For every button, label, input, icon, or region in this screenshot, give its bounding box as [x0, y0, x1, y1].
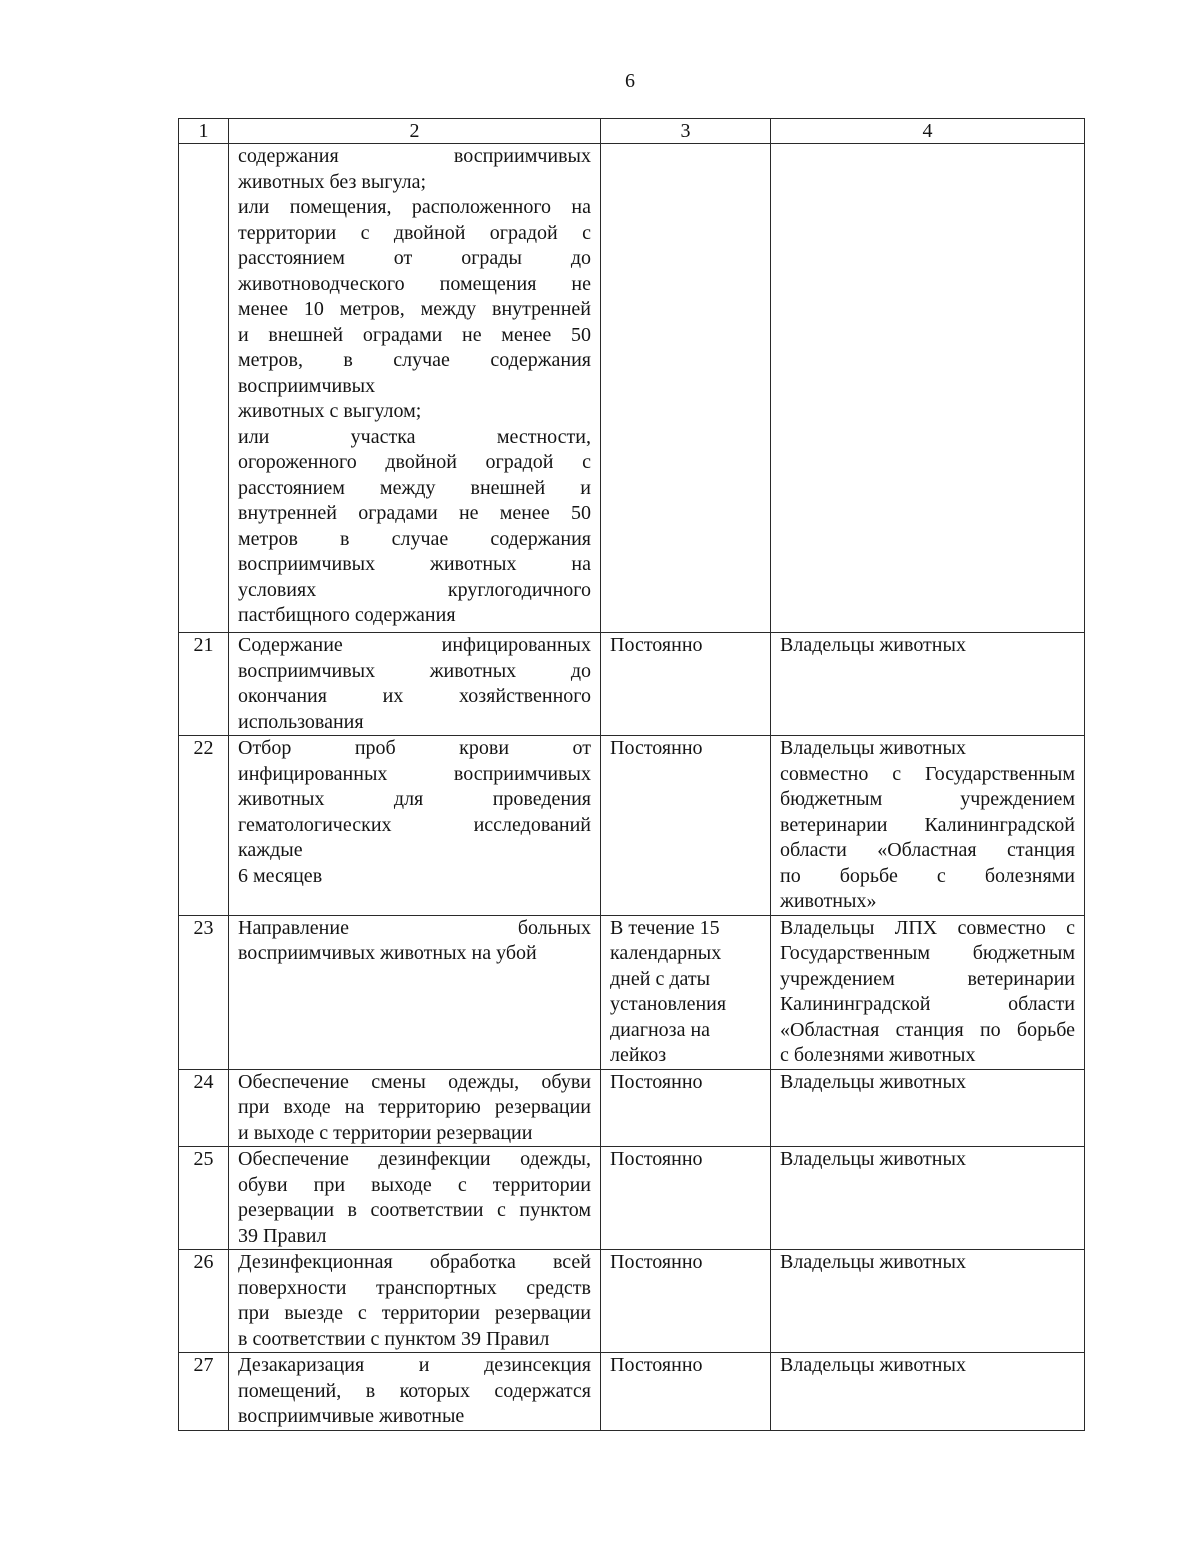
text-line: дней с даты: [610, 967, 711, 990]
text-line: учреждением ветеринарии: [780, 967, 1075, 990]
text-line: метров, в случае содержания: [238, 349, 591, 371]
text-line: содержания восприимчивых: [238, 145, 591, 167]
text-line: Постоянно: [610, 634, 703, 656]
text-line: Государственным бюджетным: [780, 942, 1075, 964]
row-number: 26: [179, 1250, 229, 1353]
row-number: 21: [179, 633, 229, 736]
term-cell: [601, 633, 771, 736]
text-line: при входе на территорию резервации: [238, 1096, 591, 1118]
executor-cell: [771, 1250, 1085, 1353]
executor-cell: [771, 1353, 1085, 1431]
continuation-executor-cell: [771, 144, 1085, 633]
text-line: при выезде с территории резервации: [238, 1302, 591, 1324]
page-number: 6: [625, 70, 635, 92]
text-line: Постоянно: [610, 737, 703, 759]
text-line: «Областная станция по борьбе: [780, 1018, 1075, 1041]
text-line: пастбищного содержания: [238, 604, 456, 626]
table-row: [179, 1147, 1085, 1250]
text-line: лейкоз: [610, 1044, 667, 1066]
text-line: или участка местности,: [238, 425, 591, 448]
text-line: Владельцы животных: [780, 634, 966, 656]
text-line: с болезнями животных: [780, 1044, 976, 1066]
text-line: Направление больных: [238, 916, 591, 939]
term-cell: [601, 1250, 771, 1353]
text-line: и внешней оградами не менее 50: [238, 323, 591, 346]
row-number: 27: [179, 1353, 229, 1431]
text-line: инфицированных восприимчивых: [238, 762, 591, 785]
text-line: животных для проведения: [238, 788, 591, 810]
text-line: условиях круглогодичного: [238, 578, 591, 601]
text-line: ветеринарии Калининградской: [780, 813, 1075, 836]
executor-cell: [771, 1147, 1085, 1250]
text-line: внутренней оградами не менее 50: [238, 502, 591, 524]
text-line: в соответствии с пунктом 39 Правил: [238, 1327, 550, 1350]
text-line: Обеспечение смены одежды, обуви: [238, 1070, 591, 1093]
measure-cell: [229, 1250, 601, 1353]
text-line: Постоянно: [610, 1251, 703, 1273]
row-number: 22: [179, 736, 229, 916]
text-line: Калининградской области: [780, 993, 1075, 1015]
text-line: окончания их хозяйственного: [238, 685, 591, 707]
table-row: [179, 633, 1085, 736]
text-line: помещений, в которых содержатся: [238, 1379, 591, 1402]
text-line: Дезакаризация и дезинсекция: [238, 1354, 591, 1376]
measure-cell: [229, 633, 601, 736]
executor-cell: [771, 1069, 1085, 1147]
text-line: установления: [610, 993, 727, 1015]
text-line: восприимчивых: [238, 374, 376, 397]
table-row: [179, 1250, 1085, 1353]
text-line: Дезинфекционная обработка всей: [238, 1251, 591, 1273]
text-line: Отбор проб крови от: [238, 737, 591, 759]
text-line: животных без выгула;: [238, 170, 426, 193]
measures-table: [178, 118, 1085, 1431]
text-line: животноводческого помещения не: [238, 272, 591, 295]
term-cell: [601, 1069, 771, 1147]
text-line: использования: [238, 710, 364, 733]
text-line: метров в случае содержания: [238, 527, 591, 550]
header-col-1: 1: [179, 119, 229, 144]
text-line: Постоянно: [610, 1354, 703, 1376]
text-line: обуви при выходе с территории: [238, 1173, 591, 1196]
header-col-2: 2: [229, 119, 601, 144]
table-row: [179, 1353, 1085, 1431]
text-line: Владельцы ЛПХ совместно с: [780, 916, 1075, 939]
executor-cell: [771, 915, 1085, 1069]
text-line: совместно с Государственным: [780, 762, 1075, 785]
text-line: животных»: [780, 890, 877, 912]
text-line: поверхности транспортных средств: [238, 1276, 591, 1299]
term-cell: [601, 736, 771, 916]
measure-cell: [229, 1147, 601, 1250]
executor-cell: [771, 736, 1085, 916]
text-line: менее 10 метров, между внутренней: [238, 298, 591, 320]
measure-cell: [229, 915, 601, 1069]
row-number: 25: [179, 1147, 229, 1250]
continuation-num-cell: [179, 144, 229, 633]
text-line: В течение 15: [610, 916, 720, 939]
text-line: Содержание инфицированных: [238, 634, 591, 656]
text-line: территории с двойной оградой с: [238, 221, 591, 244]
text-line: гематологических исследований: [238, 813, 591, 836]
measure-cell: [229, 736, 601, 916]
text-line: каждые: [238, 839, 303, 861]
term-cell: [601, 1353, 771, 1431]
table-row: [179, 736, 1085, 916]
text-line: Владельцы животных: [780, 1070, 966, 1093]
row-number: 24: [179, 1069, 229, 1147]
text-line: резервации в соответствии с пунктом: [238, 1199, 591, 1221]
text-line: Владельцы животных: [780, 1251, 966, 1273]
text-line: по борьбе с болезнями: [780, 864, 1075, 887]
text-line: области «Областная станция: [780, 839, 1075, 861]
text-line: расстоянием между внешней и: [238, 476, 591, 499]
text-line: огороженного двойной оградой с: [238, 451, 591, 473]
table-header-row: [179, 119, 1085, 144]
text-line: Обеспечение дезинфекции одежды,: [238, 1148, 591, 1170]
row-number: 23: [179, 915, 229, 1069]
term-cell: [601, 915, 771, 1069]
measure-cell: [229, 1353, 601, 1431]
text-line: календарных: [610, 942, 722, 964]
text-line: животных с выгулом;: [238, 400, 422, 422]
measure-cell: [229, 1069, 601, 1147]
continuation-row: [179, 144, 1085, 633]
text-line: и выходе с территории резервации: [238, 1121, 533, 1144]
text-line: 39 Правил: [238, 1224, 327, 1247]
header-col-3: 3: [601, 119, 771, 144]
text-line: бюджетным учреждением: [780, 788, 1075, 810]
text-line: Владельцы животных: [780, 1148, 966, 1170]
continuation-measure-cell: [229, 144, 601, 633]
text-line: восприимчивые животные: [238, 1405, 465, 1427]
term-cell: [601, 1147, 771, 1250]
text-line: восприимчивых животных до: [238, 659, 591, 682]
table-row: [179, 915, 1085, 1069]
text-line: диагноза на: [610, 1018, 711, 1041]
text-line: Владельцы животных: [780, 1354, 966, 1376]
text-line: Владельцы животных: [780, 737, 966, 759]
executor-cell: [771, 633, 1085, 736]
text-line: 6 месяцев: [238, 864, 323, 887]
table-row: [179, 1069, 1085, 1147]
text-line: Постоянно: [610, 1070, 703, 1093]
text-line: или помещения, расположенного на: [238, 196, 591, 218]
text-line: восприимчивых животных на: [238, 553, 591, 575]
text-line: расстоянием от ограды до: [238, 247, 591, 269]
header-col-4: 4: [771, 119, 1085, 144]
text-line: восприимчивых животных на убой: [238, 942, 537, 964]
continuation-term-cell: [601, 144, 771, 633]
text-line: Постоянно: [610, 1148, 703, 1170]
